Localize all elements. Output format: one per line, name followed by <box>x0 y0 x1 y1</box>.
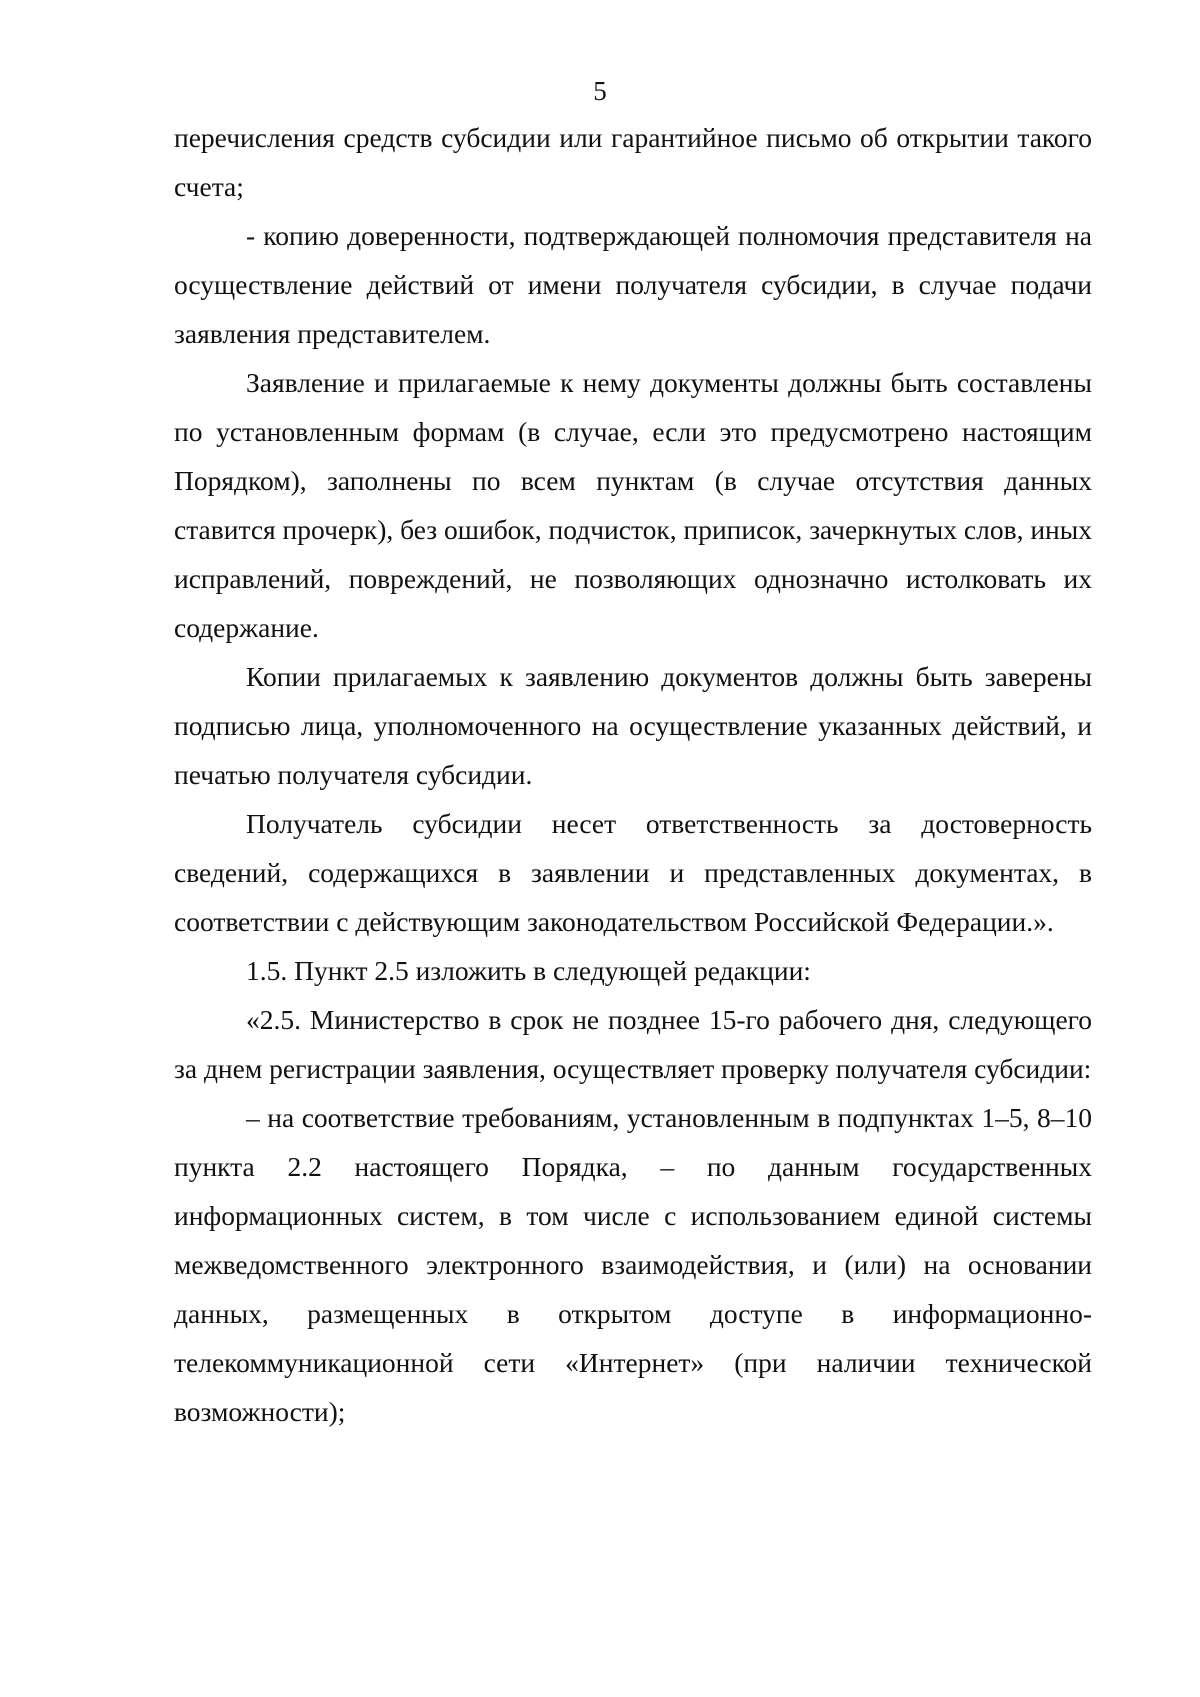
paragraph-recipient-responsibility: Получатель субсидии несет ответственность за достоверность сведений, содержащихся в заявлении и представленных документах, в соответствии с действующим законодательством Российской Федерации.». <box>174 808 1092 937</box>
paragraph-power-of-attorney: - копию доверенности, подтверждающей полномочия представителя на осуществление действий от имени получателя субсидии, в случае подачи заявления представителем. <box>174 220 1092 349</box>
paragraph-item-2-5: «2.5. Министерство в срок не позднее 15-го рабочего дня, следующего за днем регистрации заявления, осуществляет проверку получателя субсидии: <box>174 1004 1092 1084</box>
page-number: 5 <box>593 76 607 106</box>
paragraph-item-1-5: 1.5. Пункт 2.5 изложить в следующей редакции: <box>246 955 811 986</box>
paragraph-account-transfer: перечисления средств субсидии или гарантийное письмо об открытии такого счета; <box>174 122 1092 202</box>
paragraph-requirements-check: – на соответствие требованиям, установленным в подпунктах 1–5, 8–10 пункта 2.2 настоящего Порядка, – по данным государственных информационных систем, в том числе с использованием единой системы межведомственного электронного взаимодействия, и (или) на основании данных, размещенных в открытом доступе в информационно-телекоммуникационной сети «Интернет» (при наличии технической возможности); <box>174 1102 1092 1427</box>
paragraph-application-forms: Заявление и прилагаемые к нему документы должны быть составлены по установленным формам (в случае, если это предусмотрено настоящим Порядком), заполнены по всем пунктам (в случае отсутствия данных ставится прочерк), без ошибок, подчисток, приписок, зачеркнутых слов, иных исправлений, повреждений, не позволяющих однозначно истолковать их содержание. <box>174 367 1092 643</box>
paragraph-certified-copies: Копии прилагаемых к заявлению документов должны быть заверены подписью лица, уполномоченного на осуществление указанных действий, и печатью получателя субсидии. <box>174 661 1092 790</box>
document-body <box>174 113 1092 1436</box>
